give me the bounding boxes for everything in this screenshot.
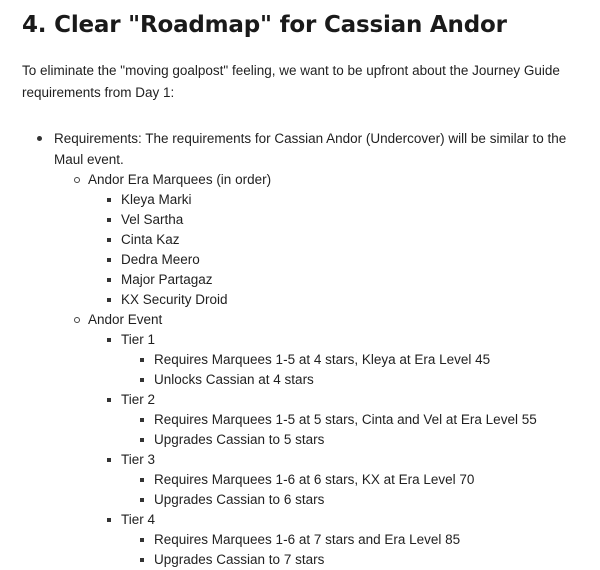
bullet-square-icon — [107, 518, 111, 522]
bullet-square-icon — [107, 258, 111, 262]
bullet-square-icon — [140, 538, 144, 542]
bullet-square-icon — [107, 298, 111, 302]
bullet-square-icon — [140, 558, 144, 562]
requirements-item — [22, 128, 578, 570]
requirements-text: Requirements: The requirements for Cassian Andor (Undercover) will be similar to the Maul event. — [54, 131, 567, 167]
list-item: Cinta Kaz — [88, 230, 578, 250]
list-item: Unlocks Cassian at 4 stars — [121, 370, 578, 390]
bullet-square-icon — [140, 358, 144, 362]
bullet-square-icon — [107, 218, 111, 222]
list-item: Kleya Marki — [88, 190, 578, 210]
event-title: Andor Event — [88, 312, 163, 327]
list-item: Requires Marquees 1-6 at 6 stars, KX at Era Level 70 — [121, 470, 578, 490]
requirements-list — [22, 128, 578, 570]
tier-label: Tier 1 — [121, 332, 156, 347]
tier-label: Tier 3 — [121, 452, 156, 467]
event-item — [54, 310, 578, 570]
bullet-square-icon — [107, 458, 111, 462]
tier-details — [121, 530, 578, 570]
bullet-square-icon — [107, 338, 111, 342]
tier-details — [121, 470, 578, 510]
bullet-disc-icon — [37, 136, 42, 141]
tier-item — [88, 330, 578, 390]
list-item: Upgrades Cassian to 6 stars — [121, 490, 578, 510]
intro-paragraph: To eliminate the "moving goalpost" feeling, we want to be upfront about the Journey Guide requirements from Day 1: — [22, 63, 560, 100]
tier-item — [88, 390, 578, 450]
bullet-square-icon — [140, 378, 144, 382]
bullet-square-icon — [107, 198, 111, 202]
list-item: Upgrades Cassian to 5 stars — [121, 430, 578, 450]
marquees-title: Andor Era Marquees (in order) — [88, 172, 272, 187]
list-item: Requires Marquees 1-6 at 7 stars and Era Level 85 — [121, 530, 578, 550]
list-item: KX Security Droid — [88, 290, 578, 310]
list-item: Requires Marquees 1-5 at 4 stars, Kleya at Era Level 45 — [121, 350, 578, 370]
bullet-square-icon — [107, 238, 111, 242]
bullet-square-icon — [140, 418, 144, 422]
bullet-square-icon — [107, 278, 111, 282]
bullet-square-icon — [107, 398, 111, 402]
marquees-item — [54, 170, 578, 310]
marquees-list — [88, 190, 578, 310]
tier-item — [88, 450, 578, 510]
list-item: Requires Marquees 1-5 at 5 stars, Cinta and Vel at Era Level 55 — [121, 410, 578, 430]
bullet-square-icon — [140, 438, 144, 442]
list-item: Dedra Meero — [88, 250, 578, 270]
tier-item — [88, 510, 578, 570]
tiers-list — [88, 330, 578, 570]
requirements-sublist — [54, 170, 578, 570]
list-item: Upgrades Cassian to 7 stars — [121, 550, 578, 570]
bullet-square-icon — [140, 478, 144, 482]
list-item: Vel Sartha — [88, 210, 578, 230]
bullet-circle-icon — [74, 317, 80, 323]
bullet-square-icon — [140, 498, 144, 502]
tier-details — [121, 350, 578, 390]
tier-label: Tier 2 — [121, 392, 156, 407]
section-heading: 4. Clear "Roadmap" for Cassian Andor — [22, 12, 507, 38]
tier-label: Tier 4 — [121, 512, 156, 527]
bullet-circle-icon — [74, 177, 80, 183]
list-item: Major Partagaz — [88, 270, 578, 290]
tier-details — [121, 410, 578, 450]
